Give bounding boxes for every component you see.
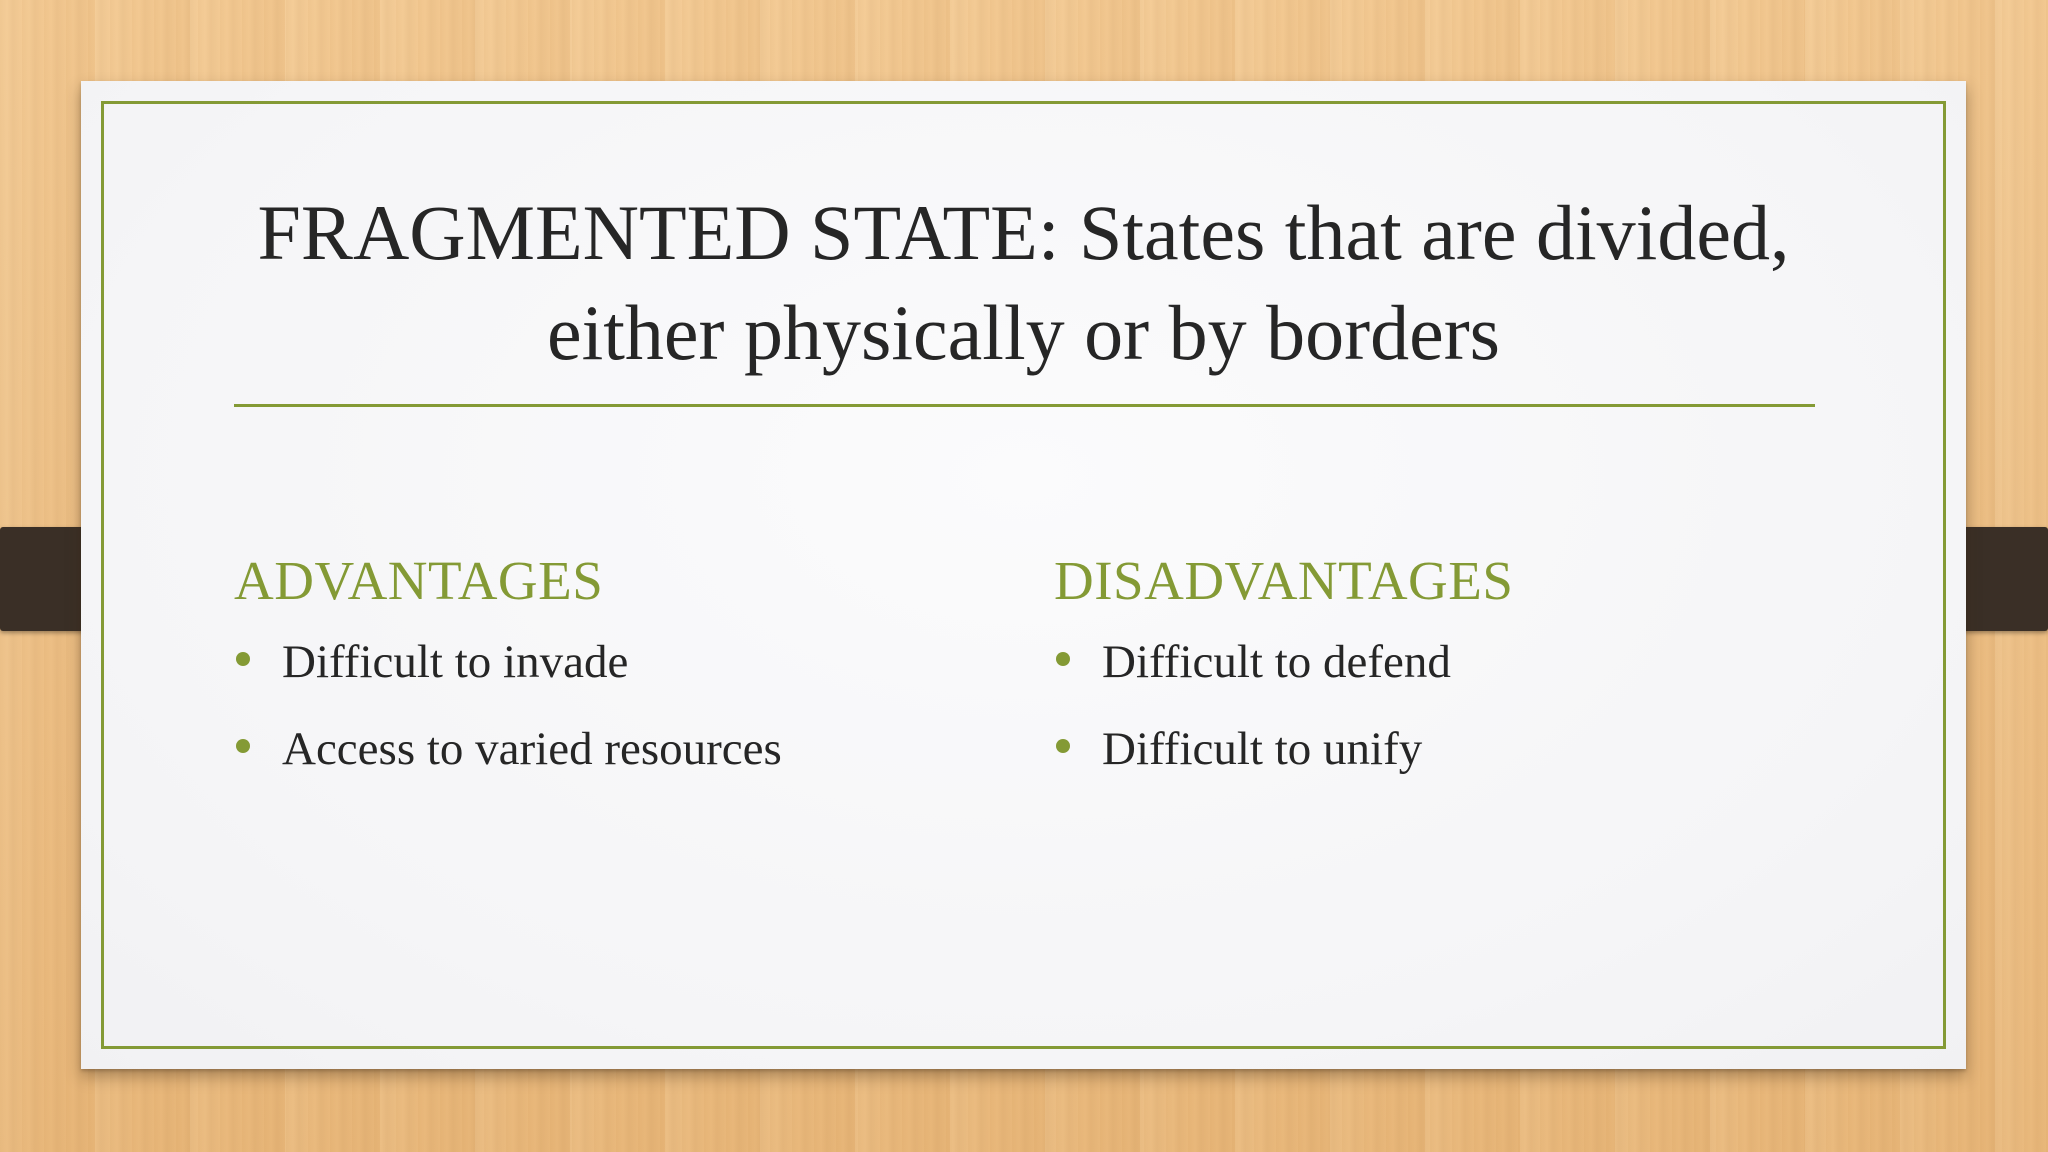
list-item [234, 632, 1014, 692]
list-item [1054, 719, 1834, 779]
bullet-text: Difficult to defend [1102, 636, 1451, 688]
bullet-icon [1056, 652, 1070, 666]
bullet-icon [236, 652, 250, 666]
bullet-icon [236, 739, 250, 753]
slide [81, 81, 1966, 1069]
list-item [1054, 632, 1834, 692]
slide-title: FRAGMENTED STATE: States that are divided, either physically or by borders [257, 189, 1790, 376]
bullet-text: Access to varied resources [282, 723, 782, 775]
disadvantages-heading: DISADVANTAGES [1054, 550, 1514, 611]
list-item [234, 719, 1014, 779]
title-divider [234, 404, 1815, 407]
disadvantages-list [1054, 632, 1834, 779]
bullet-icon [1056, 739, 1070, 753]
bullet-text: Difficult to invade [282, 636, 629, 688]
advantages-column [234, 544, 1014, 806]
advantages-heading: ADVANTAGES [234, 550, 604, 611]
advantages-list [234, 632, 1014, 779]
disadvantages-column [1054, 544, 1834, 806]
bullet-text: Difficult to unify [1102, 723, 1423, 775]
